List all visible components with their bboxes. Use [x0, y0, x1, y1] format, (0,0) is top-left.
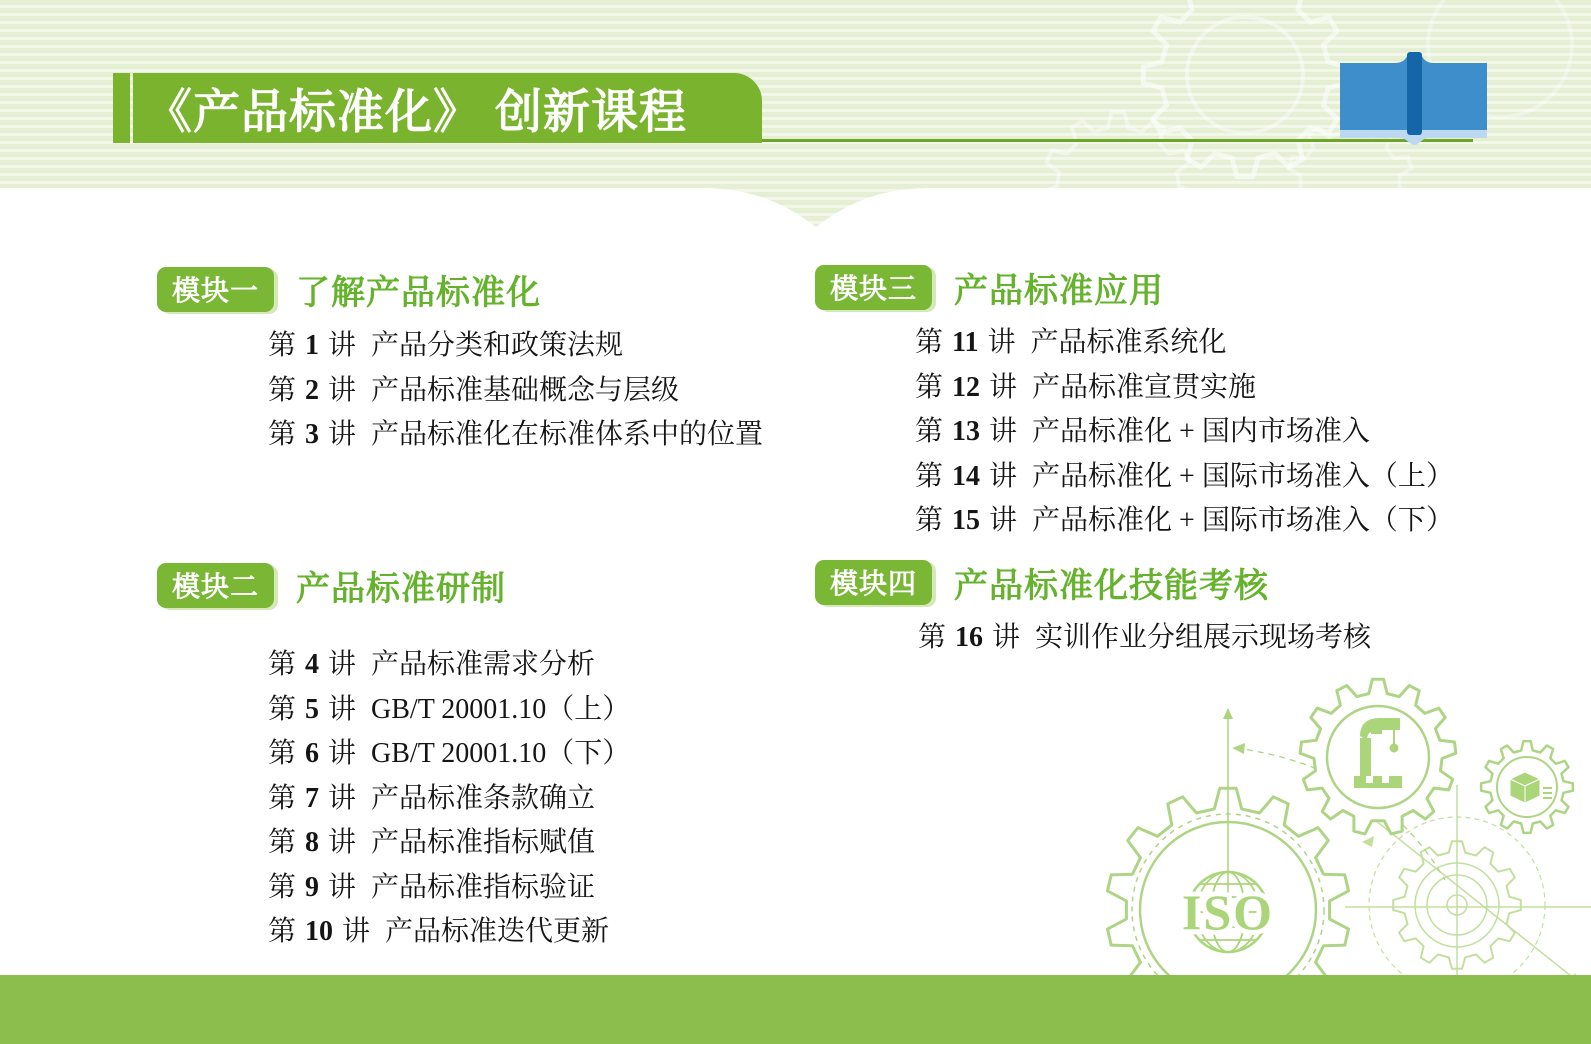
- lecture-prefix: 第: [268, 649, 297, 680]
- lecture-suffix: 讲: [987, 327, 1016, 358]
- module-3-section: [815, 264, 1454, 544]
- lecture-suffix: 讲: [992, 622, 1021, 653]
- module-2-title: 产品标准研制: [296, 569, 507, 608]
- module-4-lectures: [918, 616, 1371, 661]
- title-accent-bar: [113, 73, 130, 143]
- lecture-title: 产品标准指标赋值: [371, 827, 596, 858]
- lecture-number: [268, 330, 356, 361]
- lecture-item: [268, 821, 630, 866]
- lecture-num-value: 7: [305, 782, 320, 814]
- lecture-num-value: 11: [952, 327, 979, 358]
- lecture-suffix: 讲: [328, 374, 357, 406]
- lecture-number: [915, 461, 1017, 492]
- module-3-header: [815, 264, 1454, 310]
- lecture-suffix: 讲: [328, 419, 357, 450]
- module-1-title: 了解产品标准化: [296, 273, 542, 312]
- lecture-prefix: 第: [268, 738, 297, 769]
- page-title-banner: [133, 73, 762, 143]
- lecture-title: 产品标准系统化: [1030, 327, 1227, 358]
- lecture-num-value: 5: [305, 693, 320, 725]
- lecture-prefix: 第: [268, 419, 297, 450]
- lecture-suffix: 讲: [328, 738, 357, 769]
- lecture-suffix: 讲: [989, 505, 1018, 536]
- lecture-suffix: 讲: [989, 460, 1018, 492]
- module-4-section: [815, 559, 1371, 661]
- lecture-item: [268, 910, 630, 955]
- lecture-suffix: 讲: [328, 827, 357, 858]
- lecture-num-value: 8: [305, 827, 320, 858]
- module-3-badge: 模块三: [815, 265, 932, 310]
- lecture-title: 产品标准指标验证: [371, 871, 596, 903]
- lecture-num-value: 15: [952, 505, 981, 536]
- lecture-number: [915, 416, 1017, 447]
- lecture-prefix: 第: [268, 782, 297, 814]
- module-1-lectures: [268, 324, 763, 458]
- module-1-header: [157, 266, 763, 312]
- module-2-header: [157, 562, 630, 608]
- lecture-title: GB/T 20001.10（上）: [371, 693, 631, 725]
- lecture-title: 产品标准基础概念与层级: [371, 374, 680, 406]
- lecture-prefix: 第: [915, 460, 944, 492]
- lecture-suffix: 讲: [328, 871, 357, 903]
- lecture-prefix: 第: [268, 827, 297, 858]
- lecture-suffix: 讲: [328, 782, 357, 814]
- lecture-number: [268, 872, 356, 903]
- lecture-num-value: 2: [305, 374, 320, 406]
- lecture-number: [915, 372, 1017, 403]
- page-title: 《产品标准化》 创新课程: [145, 84, 688, 138]
- lecture-item: [268, 413, 763, 458]
- lecture-title: 产品分类和政策法规: [371, 330, 624, 361]
- lecture-prefix: 第: [915, 371, 944, 403]
- module-4-header: [815, 559, 1371, 605]
- lecture-prefix: 第: [915, 505, 944, 536]
- module-2-lectures: [268, 643, 630, 955]
- lecture-suffix: 讲: [328, 693, 357, 725]
- module-1-badge: 模块一: [157, 267, 274, 312]
- iso-label: ISO: [1181, 884, 1275, 940]
- lecture-suffix: 讲: [989, 416, 1018, 447]
- lecture-num-value: 14: [952, 460, 981, 492]
- lecture-num-value: 4: [305, 649, 320, 680]
- lecture-number: [915, 327, 1016, 358]
- lecture-item: [268, 369, 763, 414]
- lecture-item: [915, 321, 1454, 366]
- lecture-title: 产品标准条款确立: [371, 782, 596, 814]
- lecture-item: [915, 455, 1454, 500]
- module-3-lectures: [915, 321, 1454, 544]
- lecture-prefix: 第: [915, 327, 944, 358]
- lecture-prefix: 第: [918, 622, 947, 653]
- lecture-prefix: 第: [268, 871, 297, 903]
- lecture-title: 产品标准化 + 国际市场准入（上）: [1032, 460, 1454, 492]
- lecture-suffix: 讲: [342, 916, 371, 947]
- lecture-number: [268, 649, 356, 680]
- module-4-badge: 模块四: [815, 560, 932, 605]
- lecture-number: [268, 738, 356, 769]
- module-2-badge: 模块二: [157, 563, 274, 608]
- lecture-number: [915, 505, 1017, 536]
- lecture-num-value: 6: [305, 738, 320, 769]
- lecture-number: [918, 622, 1020, 653]
- lecture-num-value: 9: [305, 871, 320, 903]
- lecture-num-value: 1: [305, 330, 320, 361]
- lecture-num-value: 3: [305, 419, 320, 450]
- lecture-title: 实训作业分组展示现场考核: [1035, 622, 1372, 653]
- lecture-item: [268, 643, 630, 688]
- lecture-prefix: 第: [915, 416, 944, 447]
- module-2-section: [157, 562, 630, 955]
- lecture-item: [915, 366, 1454, 411]
- lecture-number: [268, 375, 356, 406]
- lecture-number: [268, 419, 356, 450]
- lecture-title: 产品标准迭代更新: [385, 916, 610, 947]
- lecture-num-value: 13: [952, 416, 981, 447]
- lecture-suffix: 讲: [328, 330, 357, 361]
- lecture-item: [918, 616, 1371, 661]
- lecture-item: [268, 777, 630, 822]
- lecture-num-value: 16: [955, 622, 984, 653]
- lecture-suffix: 讲: [989, 371, 1018, 403]
- lecture-title: 产品标准化在标准体系中的位置: [371, 419, 764, 450]
- lecture-prefix: 第: [268, 330, 297, 361]
- lecture-prefix: 第: [268, 693, 297, 725]
- lecture-item: [268, 866, 630, 911]
- lecture-suffix: 讲: [328, 649, 357, 680]
- lecture-title: 产品标准宣贯实施: [1032, 371, 1257, 403]
- lecture-number: [268, 783, 356, 814]
- lecture-prefix: 第: [268, 374, 297, 406]
- lecture-item: [268, 324, 763, 369]
- lecture-prefix: 第: [268, 916, 297, 947]
- bottom-bar: [0, 975, 1591, 1044]
- lecture-num-value: 12: [952, 371, 981, 403]
- lecture-number: [268, 694, 356, 725]
- open-book-icon: [1338, 48, 1490, 148]
- module-1-section: [157, 266, 763, 458]
- lecture-number: [268, 827, 356, 858]
- lecture-title: 产品标准化 + 国内市场准入: [1032, 416, 1370, 447]
- lecture-title: 产品标准化 + 国际市场准入（下）: [1032, 505, 1454, 536]
- lecture-num-value: 10: [305, 916, 334, 947]
- lecture-item: [268, 732, 630, 777]
- module-4-title: 产品标准化技能考核: [954, 566, 1270, 605]
- lecture-title: 产品标准需求分析: [371, 649, 596, 680]
- module-3-title: 产品标准应用: [954, 271, 1165, 310]
- lecture-item: [915, 410, 1454, 455]
- lecture-number: [268, 916, 370, 947]
- lecture-title: GB/T 20001.10（下）: [371, 738, 631, 769]
- lecture-item: [268, 688, 630, 733]
- lecture-item: [915, 499, 1454, 544]
